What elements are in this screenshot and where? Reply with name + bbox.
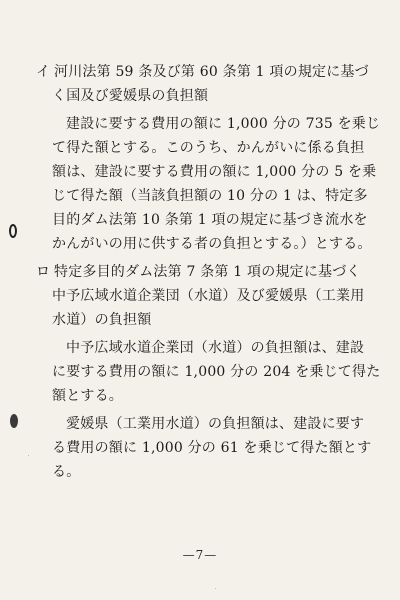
section-i-heading-line-1: イ 河川法第 59 条及び第 60 条第 1 項の規定に基づ — [36, 60, 370, 84]
section-ro-heading-line-3: 水道）の負担額 — [52, 312, 152, 328]
document-content — [36, 60, 381, 484]
section-ro — [36, 260, 381, 484]
section-i — [36, 60, 381, 256]
section-i-heading-line-2: く国及び愛媛県の負担額 — [52, 88, 209, 104]
section-i-body-line-3: 額は、建設に要する費用の額に 1,000 分の 5 を乗 — [52, 164, 377, 180]
section-i-body-line-6: かんがいの用に供する者の負担とする。）とする。 — [52, 236, 372, 252]
section-ro-p1-line-3: 額とする。 — [52, 388, 123, 404]
section-ro-heading-line-1: ロ 特定多目的ダム法第 7 条第 1 項の規定に基づく — [36, 260, 370, 284]
section-i-marker: イ — [36, 64, 51, 80]
paper-speck — [28, 455, 29, 456]
section-ro-p1-line-1: 中予広域水道企業団（水道）の負担額は、建設 — [66, 340, 365, 356]
section-i-body-line-4: じて得た額（当該負担額の 10 分の 1 は、特定多 — [52, 188, 368, 204]
section-ro-marker: ロ — [36, 264, 51, 280]
section-ro-p2-line-1: 愛媛県（工業用水道）の負担額は、建設に要す — [66, 416, 365, 432]
page-number: —7— — [182, 548, 218, 562]
section-i-body-line-1: 建設に要する費用の額に 1,000 分の 735 を乗じ — [66, 116, 381, 132]
section-ro-p1-line-2: に要する費用の額に 1,000 分の 204 を乗じて得た — [52, 364, 381, 380]
section-ro-p2-line-2: る費用の額に 1,000 分の 61 を乗じて得た額とす — [52, 440, 372, 456]
section-ro-heading-line-2: 中予広域水道企業団（水道）及び愛媛県（工業用 — [52, 288, 365, 304]
section-ro-p2-line-3: る。 — [52, 464, 81, 480]
paper-speck — [215, 588, 216, 589]
punch-hole-top — [9, 224, 17, 238]
section-i-body-line-5: 目的ダム法第 10 条第 1 項の規定に基づき流水を — [52, 212, 368, 228]
punch-hole-bottom — [10, 414, 18, 428]
section-i-body-line-2: て得た額とする。このうち、かんがいに係る負担 — [52, 140, 365, 156]
